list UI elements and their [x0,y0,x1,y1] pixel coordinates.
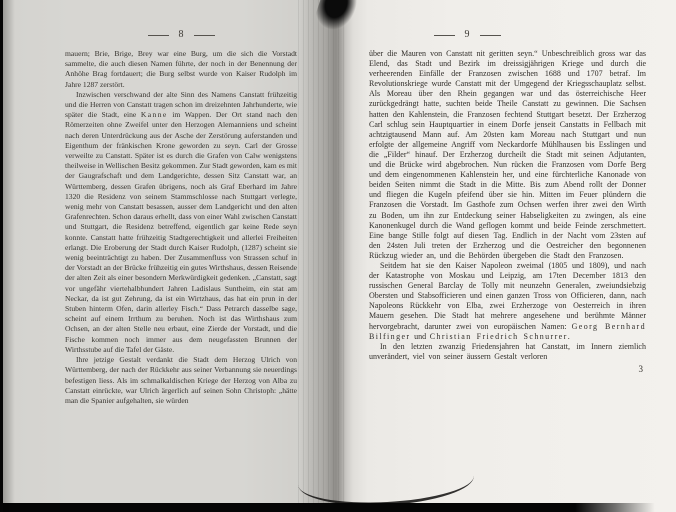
letterspaced-text-run: Christian Friedrich Schnurrer [429,331,568,341]
text-run: über die Mauren von Canstatt nit geritten seyn.“ Unbeschreiblich gross war das Elend, das Stadt und Bezirk im dreissigjährigen Kriege und durch die verheerenden Einfälle der Franzosen zwischen 1688 und 1707 betraf. Im Revolutionskriege wurde Canstatt mit der Umgegend der Kriegsschauplatz selbst. Als Moreau über den Rhein gegangen war und das österreichische Heer zurückgedrängt hatte, suchten beide Theile Canstatt zu gewinnen. Die Sachsen hatten den Kahlenstein, die Franzosen fechtend Stuttgart besetzt. Der Erzherzog Carl schlug sein Hauptquartier in einem Dorfe jenseit Canstatts in Fellbach mit achtzigtausend Mann auf. Am 20sten kam Moreau nach Stuttgart und nun erfolgte der allgemeine Angriff vom Neckardorfe Mühlhausen bis Esslingen und die „Filder“ hinauf. Der Erzherzog durcheilt die Stadt mit seinen Adjutanten, und die Brücke wird abgebrochen. Nun rücken die Franzosen vom Dorfe Berg und dem eingenommenen Kahlenstein her, und eine fürchterliche Kanonade von beiden Seiten nimmt die Stadt in die Mitte. Bis zum Abend rollt der Donner und fliegen die Kugeln pfeifend über sie hin. Mitten im Feuer plündern die Franzosen die Vorstadt. Im Gasthofe zum Ochsen werfen ihrer zwei den Wirth zu Boden, um ihn zur Entdeckung seiner Habseligkeiten zu zwingen, als eine Kanonenkugel durch die Wand geflogen kommt und beide Feinde zerschmettert. Eine bange Stille folgt auf diesen Tag. Endlich in der Nacht vom 23sten auf den 24sten Juli treten der Erzherzog und die Oestreicher den begonnenen Rückzug wieder an, und die Behörden übergeben die Stadt den Franzosen. [369,49,646,260]
paragraph [369,49,646,261]
scan-edge-bottom-strip [0,503,660,512]
header-rule-left [148,35,169,36]
paragraph [65,49,297,90]
text-run: im Wappen. Der Ort stand nach den Römerzeiten ohne Zweifel unter den Herzogen Alemanniens und scheint nach deren Unterdrückung aus der Asche der Zerstörung auferstanden und Eigenthum der fränkischen Krone geworden zu seyn. Carl der Grosse verweilte zu Canstatt. Später ist es durch die Grafen von Calw wenigstens theilweise in Wellischen Besitz gekommen. Zur Stadt geworden, kam es mit der Gaugrafschaft und dem Landgerichte, dessen Sitz Canstatt war, an Württemberg, dessen Grafen übrigens, noch als Graf Eberhard im Jahre 1320 die Residenz von seinem Stammschlosse nach Stuttgart verlegte, wenig mehr von Canstatt besassen, ausser dem Landgericht und den alten Grafenrechten. Schon daraus erhellt, dass von einer Wahl zwischen Canstatt und Stuttgart, die Residenz betreffend, eigentlich gar keine Rede seyn konnte. Canstatt hatte frühzeitig Stadtgerechtigkeit und allerlei Freiheiten erlangt. Die Eroberung der Stadt durch Kaiser Rudolph, (1287) scheint sie wenig beeinträchtigt zu haben. Der Zusammenfluss von Strassen schuf in der Vorstadt an der Brücke frühzeitig ein gutes Wirthshaus, dessen Reisende der alten Zeit als einer besondern Merkwürdigkeit gedenken. „Canstatt, sagt vor ungefähr viertehalbhundert Jahren Ladislaus Suntheim, ein stat am Neckar, da ist gut Zehrung, da ist ein Wirtzhaus, das hat ein prun in der Stuben hinterm Ofen, darin allerley Fisch.“ Dass Petrarch dasselbe sage, scheint auf einem Irrthum zu beruhen. Noch ist das Wirthshaus zum Ochsen, an der alten Stelle neu erbaut, eine Zierde der Vorstadt, und die Fische kommen noch immer aus dem neugefassten Brunnen der Wirthsstube auf die Tafel der Gäste. [65,110,297,354]
letterspaced-text-run: Kanne [140,110,168,120]
right-page-number: 9 [464,29,470,40]
right-page-header [369,30,565,40]
paragraph [65,90,297,355]
header-rule-right [194,35,215,36]
left-page-number: 8 [178,29,184,40]
paragraph [65,355,297,406]
text-run: und [410,331,430,341]
scan-edge-left-shadow [3,0,15,512]
right-page-text [369,49,646,362]
left-page-content [65,30,297,406]
text-run: Ihre jetzige Gestalt verdankt die Stadt dem Herzog Ulrich von Württemberg, der nach der Rückkehr aus seiner Verbannung sie neuerdings befestigen liess. Als im schmalkaldischen Kriege der Herzog von Alba zu Canstatt einrückte, war Ulrich ärgerlich auf seinen Sohn Christoph: „hätte man die Spanier aufgehalten, sie würden [65,355,297,405]
text-run: Seitdem hat sie den Kaiser Napoleon zweimal (1805 und 1809), und nach der Katastrophe von Moskau und Leipzig, am 17ten December 1813 den russischen General Barclay de Tolly mit neunzehn Generalen, zweiundsiebzig Obersten und Stabsofficieren und einen ganzen Tross von Officieren, dann, nach Napoleons Rückkehr von Elba, zwei Erzherzoge von Oesterreich in ihren Mauern gesehen. Die Stadt hat mehrere angesehene und berühmte Männer hervorgebracht, darunter zwei von europäischen Namen: [369,260,646,331]
header-rule-left [434,35,455,36]
right-page-content [369,30,646,374]
left-page-text [65,49,297,406]
header-rule-right [480,35,501,36]
left-page-header [65,30,297,40]
text-run: . [567,331,570,341]
signature-mark: 3 [638,363,643,374]
text-run: In den letzten zwanzig Friedensjahren hat Canstatt, im Innern ziemlich unverändert, viel von seiner äussern Gestalt verloren [369,341,646,361]
paragraph [369,342,646,362]
letterspaced-text-run: Georg Bernhard Bilfinger [369,321,646,341]
text-run: mauern; Brie, Brige, Brey war eine Burg, um die sich die Vorstadt sammelte, die auch diesen Namen führte, der noch in der Benennung der Anhöhe Brag fortdauert; die Burg selbst wurde von Kaiser Rudolph im Jahre 1287 zerstört. [65,49,297,89]
binding-gutter-shadow [298,0,346,512]
text-run: Inzwischen verschwand der alte Sinn des Namens Canstatt frühzeitig und die Herren von Canstatt tragen schon im dreizehnten Jahrhunderte, wie später die Stadt, eine [65,89,297,120]
paragraph [369,261,646,342]
